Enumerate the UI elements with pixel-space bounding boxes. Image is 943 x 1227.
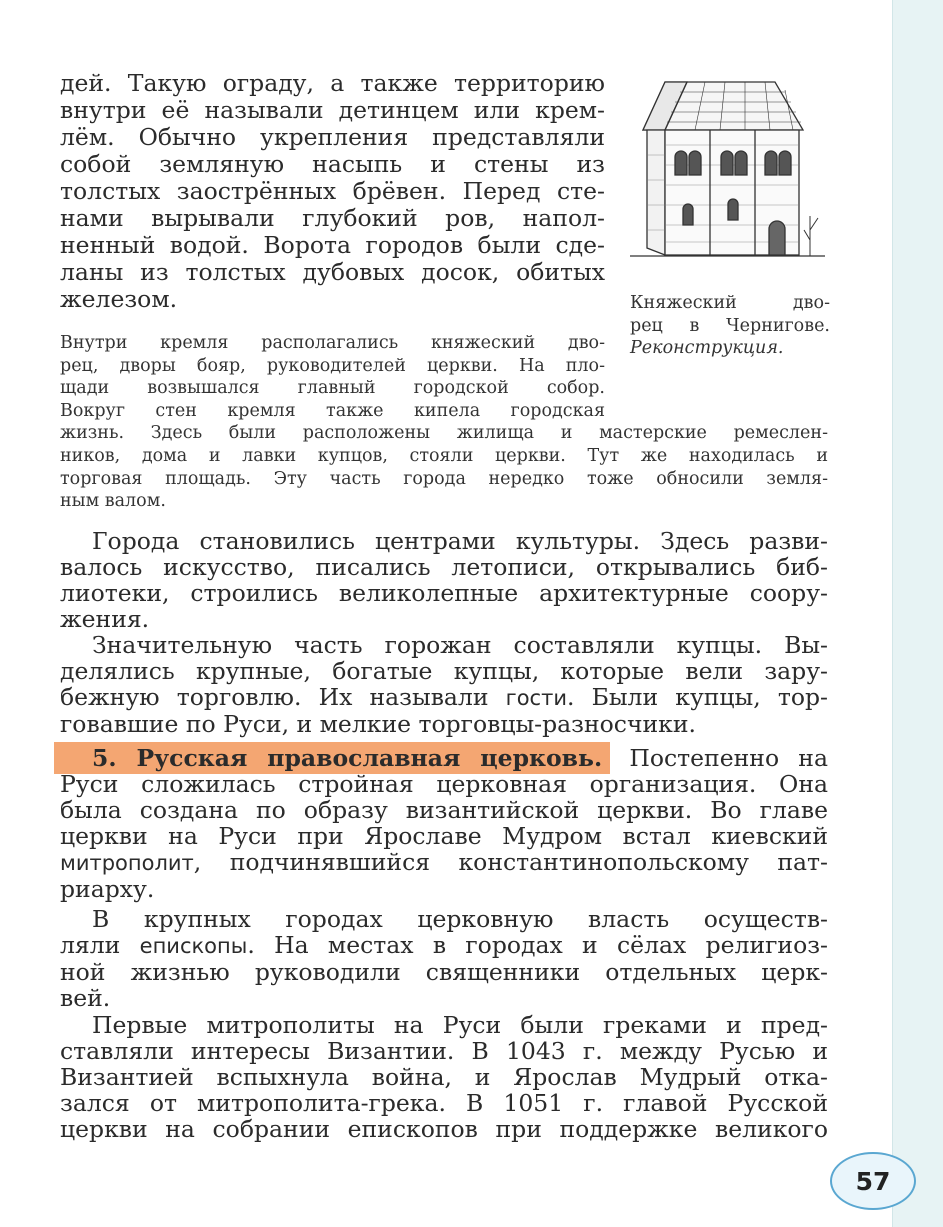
paragraph-bishops [60,906,828,1011]
top-paragraph [60,70,605,313]
caption-line: Княжеский дво- [630,293,830,313]
text-line: делялись крупные, богатые купцы, которые вели зару- [60,657,828,685]
text-line: зался от митрополита-грека. В 1051 г. главой Русской [60,1089,828,1117]
text-line: митрополит, подчинявшийся константинопольскому пат- [60,848,828,876]
small-line: торговая площадь. Эту часть города нередко тоже обносили земля- [60,468,828,489]
palace-illustration [625,70,830,270]
section-church [60,745,828,902]
paragraph-metropolitans [60,1012,828,1142]
paragraph-merchants [60,632,828,737]
text-line: валось искусство, писались летописи, открывались биб- [60,553,828,581]
text-line: лём. Обычно укрепления представляли [60,123,605,151]
text-line: толстых заострённых брёвен. Перед сте- [60,177,605,205]
text-line: вей. [60,984,111,1012]
text-line: церкви на собрании епископов при поддержке великого [60,1115,828,1143]
text-line: внутри её называли детинцем или крем- [60,96,605,124]
term-episkopy: епископы [139,934,248,958]
text-line: Византией вспыхнула война, и Ярослав Мудрый отка- [60,1063,828,1091]
small-line: ным валом. [60,491,166,512]
text-line: Первые митрополиты на Руси были греками и пред- [92,1011,828,1039]
text-line: Руси сложилась стройная церковная организация. Она [60,770,828,798]
paragraph-culture [60,528,828,632]
page-number-badge: 57 [830,1152,916,1210]
small-print-block [60,332,828,513]
text-line: собой земляную насыпь и стены из [60,150,605,178]
text-line: ной жизнью руководили священники отдельных церк- [60,958,828,986]
text-line: 5. Русская православная церковь. Постепенно на [60,745,828,771]
small-line: ников, дома и лавки купцов, стояли церкви. Тут же находилась и [60,445,828,466]
text-line: ляли епископы. На местах в городах и сёлах религиоз- [60,931,828,959]
text-line: ставляли интересы Византии. В 1043 г. между Русью и [60,1037,828,1065]
text-line: железом. [60,285,178,313]
text-line: жения. [60,605,150,633]
small-line: Вокруг стен кремля также кипела городская [60,400,605,421]
small-line: щади возвышался главный городской собор. [60,378,605,399]
term-gosti: гости [505,686,567,710]
text-line: церкви на Руси при Ярославе Мудром встал киевский [60,822,828,850]
small-line: рец, дворы бояр, руководителей церкви. На пло- [60,355,605,376]
text-line: В крупных городах церковную власть осуществ- [92,905,828,933]
small-line: Внутри кремля располагались княжеский дво- [60,333,605,353]
text-line: дей. Такую ограду, а также территорию [60,69,605,97]
text-line: нами вырывали глубокий ров, напол- [60,204,605,232]
text-line: говавшие по Руси, и мелкие торговцы-разносчики. [60,710,696,738]
text-line: была создана по образу византийской церкви. Во главе [60,796,828,824]
page-margin-band [892,0,943,1227]
caption-line: рец в Чернигове. [630,315,830,336]
text-line: Значительную часть горожан составляли купцы. Вы- [92,631,828,659]
text-line: лиотеки, строились великолепные архитектурные соору- [60,579,828,607]
text-line: риарху. [60,875,155,903]
section-heading: 5. Русская православная церковь. [54,742,610,774]
caption-line: Реконструкция. [630,338,784,359]
text-line: ланы из толстых дубовых досок, обитых [60,258,605,286]
text-line: ненный водой. Ворота городов были сде- [60,231,605,259]
term-mitropolit: митрополит [60,851,194,875]
text-line: Города становились центрами культуры. Здесь разви- [92,527,828,555]
text-line: бежную торговлю. Их называли гости. Были купцы, тор- [60,683,828,711]
small-line: жизнь. Здесь были расположены жилища и мастерские ремеслен- [60,423,828,444]
